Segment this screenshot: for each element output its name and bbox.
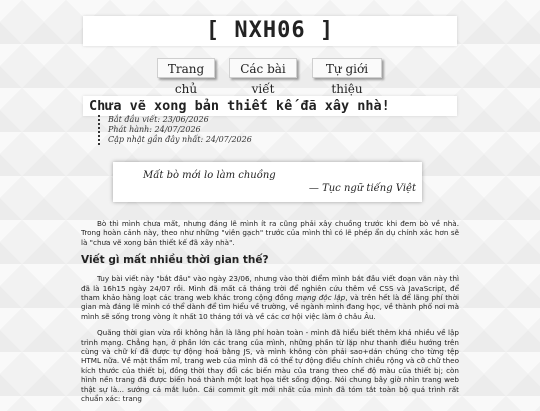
meta-started-date: Bắt đầu viết: 23/06/2026	[108, 115, 209, 124]
section-heading: Viết gì mất nhiều thời gian thế?	[81, 254, 269, 267]
emphasis-text: mạng độc lập	[295, 293, 346, 303]
nav-posts-button[interactable]: Các bài viết	[229, 58, 297, 78]
section-paragraph-2: Quãng thời gian vừa rồi không hẳn là lãng phí hoàn toàn - mình đã hiểu biết thêm khá nhiều về lập trình mạng. Chẳng hạn, ở phần lớn các trang của mình, những phần từ lặp như thanh điều hướng trên cùng và chữ kí đã được tự động hoá bằng JS, và mình không còn phải sao+dán chúng cho từng tệp HTML nữa. Về mặt thẩm mĩ, trang web của mình đã có thể tự động điều chỉnh chiều rộng và cỡ chữ theo kích thước của thiết bị, đồng thời thay đổi các biến màu của trang theo chế độ màu của thiết bị; còn hình nền trang đã được biến hoá thành một loạt họa tiết sống động. Nói chung bây giờ nhìn trang web thật sự là... sướng cả mắt luôn. Cái commit gít mới nhất của mình đã tóm tắt toàn bộ quá trình rất chuẩn xác: trang	[81, 328, 459, 404]
meta-published-date: Phát hành: 24/07/2026	[108, 125, 201, 134]
site-title: [ NXH06 ]	[83, 16, 457, 46]
quote-source: — Tục ngữ tiếng Việt	[308, 183, 416, 194]
top-navigation	[0, 58, 540, 96]
quote-text: Mất bò mới lo làm chuồng	[143, 170, 276, 181]
meta-updated-date: Cập nhật gần đây nhất: 24/07/2026	[108, 135, 252, 144]
nav-home-button[interactable]: Trang chủ	[157, 58, 215, 78]
paragraph-text: , và trên hết là để lãng phí thời gian mà đáng lẽ mình có thể dành để tìm hiểu về trường, về ngành mình đang học, về thành phố nơi mà mình sẽ sống trong vòng ít nhất 10 tháng tới và về các cơ hội việc làm ở châu Âu.	[81, 293, 460, 321]
intro-paragraph: Bò thì mình chưa mất, nhưng đáng lẽ mình ít ra cũng phải xây chuồng trước khi đem bò về nhà. Trong hoàn cảnh này, theo như những "viên gạch" trước của mình thì có lẽ phép ẩn dụ chính xác hơn sẽ là "chưa vẽ xong bản thiết kế đã xây nhà".	[81, 219, 459, 247]
paragraph-text: Tuy bài viết này "bắt đầu" vào ngày 23/06, nhưng vào thời điểm mình bắt đầu viết đoạn văn này thì đã là 16h15 ngày 24/07 rồi. Mình đã mất cả tháng trời để nghiên cứu thêm về CSS và JavaScript, để tham khảo hàng loạt các trang web khác trong cộng đồng	[81, 274, 459, 303]
epigraph-quote	[113, 162, 422, 202]
post-content	[81, 219, 459, 411]
section-paragraph-1	[81, 274, 459, 321]
nav-about-button[interactable]: Tự giới thiệu	[312, 58, 382, 78]
post-meta	[98, 115, 252, 145]
post-title: Chưa vẽ xong bản thiết kế đã xây nhà!	[83, 96, 457, 116]
